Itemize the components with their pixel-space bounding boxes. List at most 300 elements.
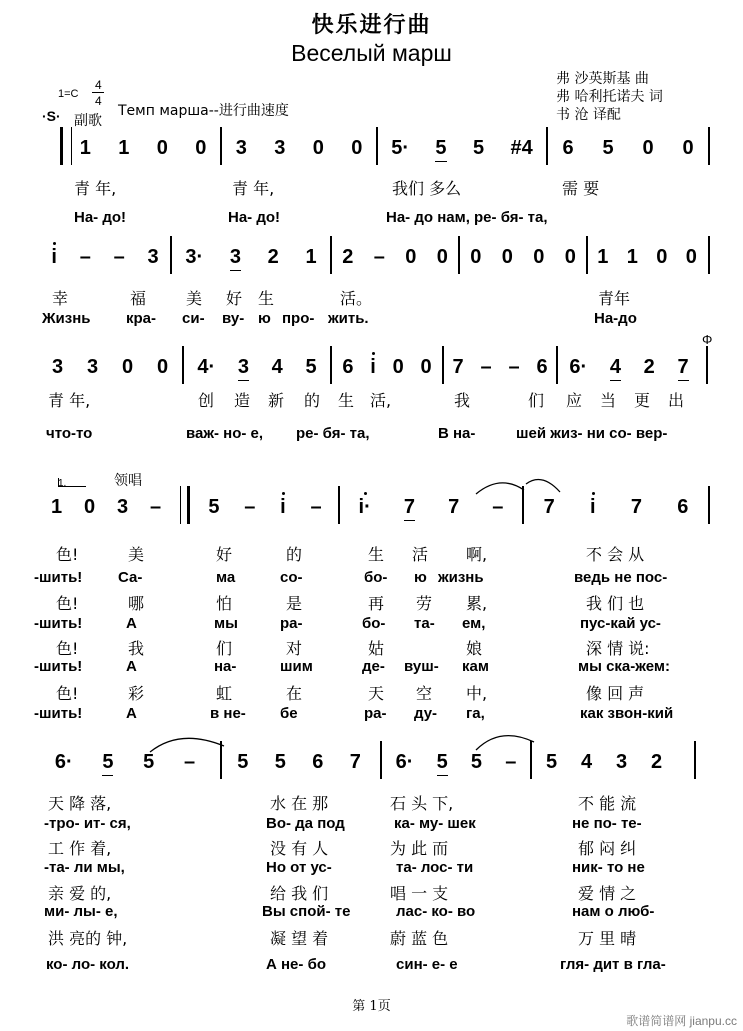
lyric: А xyxy=(126,705,137,722)
lyric: Са- xyxy=(118,569,143,586)
lyric: ю xyxy=(258,310,271,327)
note: 0 xyxy=(121,355,134,378)
measure-16 xyxy=(196,492,334,522)
note: 5 xyxy=(436,750,448,773)
lyric: 给 我 们 xyxy=(270,884,329,903)
note: – xyxy=(113,245,125,268)
lyric: 凝 望 着 xyxy=(270,929,329,948)
note: 4 xyxy=(580,750,593,773)
note: 7 xyxy=(543,495,555,518)
measure-7 xyxy=(332,242,458,272)
lyric: си- xyxy=(182,310,205,327)
lyric: 活 xyxy=(412,545,429,564)
lyric: мы xyxy=(214,615,238,632)
note: 0 xyxy=(195,136,207,159)
lyric: -тро- ит- ся, xyxy=(44,815,131,832)
lyric: -та- ли мы, xyxy=(44,859,125,876)
lyrics-ru-ending-3 xyxy=(0,903,743,925)
lyric: 应 xyxy=(566,391,583,410)
lyrics-zh-verse-4 xyxy=(0,681,743,703)
lyric: 我 xyxy=(454,391,471,410)
lyric: 怕 xyxy=(216,594,233,613)
measure-19 xyxy=(40,747,210,777)
barline xyxy=(220,741,222,779)
lyric: мы ска-жем: xyxy=(578,658,670,675)
lyric: ре- бя- та, xyxy=(296,425,370,442)
measure-22 xyxy=(534,747,674,777)
lyrics-zh-ending-3 xyxy=(0,881,743,903)
lyric: 色! xyxy=(56,639,79,658)
lyric: 更 xyxy=(634,391,651,410)
lyric: как звон-кий xyxy=(580,705,674,722)
lyric: 唱 一 支 xyxy=(390,884,449,903)
lyric: на- xyxy=(214,658,237,675)
note: 3 xyxy=(147,245,159,268)
note: 0 xyxy=(420,355,432,378)
note: i xyxy=(370,355,376,378)
song-title-russian: Веселый марш xyxy=(291,40,452,66)
note: 0 xyxy=(564,245,576,268)
lyric: 蔚 蓝 色 xyxy=(390,929,449,948)
lyric: ка- му- шек xyxy=(394,815,476,832)
lyric: На- до нам, ре- бя- та, xyxy=(386,209,548,226)
lyric: 美 xyxy=(128,545,145,564)
credit-composer: 弗 沙英斯基 曲 xyxy=(556,71,649,87)
note: 3 xyxy=(235,136,247,159)
note: – xyxy=(508,355,520,378)
lyric: 美 xyxy=(186,289,203,308)
lyric: 们 xyxy=(216,639,233,658)
note: 3 xyxy=(86,355,99,378)
volta-bracket-edge xyxy=(58,478,59,487)
lyric: ник- то не xyxy=(572,859,645,876)
note: 4 xyxy=(609,355,621,378)
note: i xyxy=(51,245,57,268)
lyric: 生 xyxy=(338,391,355,410)
note: – xyxy=(492,495,504,518)
note: 7 xyxy=(349,750,361,773)
note: 0 xyxy=(682,136,694,159)
lyric: 没 有 人 xyxy=(270,839,329,858)
notes-system-4 xyxy=(0,492,743,522)
note: 0 xyxy=(351,136,363,159)
note: 0 xyxy=(533,245,545,268)
note: 4· xyxy=(197,355,216,378)
barline xyxy=(338,486,340,524)
double-barline xyxy=(180,486,190,524)
lyric: 福 xyxy=(130,289,147,308)
barline xyxy=(182,346,184,384)
note: 3 xyxy=(274,136,286,159)
lyric: 幸 xyxy=(52,289,69,308)
lyric: В на- xyxy=(438,425,476,442)
lyric: 不 能 流 xyxy=(578,794,637,813)
lyric: 青 年, xyxy=(74,179,117,198)
lyric: вуш- xyxy=(404,658,439,675)
lyric: 的 xyxy=(286,545,303,564)
note: 5 xyxy=(102,750,114,773)
lead-vocal-label: 领唱 xyxy=(114,473,142,489)
lyric: Но от ус- xyxy=(266,859,332,876)
lyric: га, xyxy=(466,705,485,722)
note: 5 xyxy=(470,750,483,773)
barline xyxy=(330,346,332,384)
note: – xyxy=(480,355,492,378)
lyric: 当 xyxy=(600,391,617,410)
lyric: 新 xyxy=(268,391,285,410)
note: 3 xyxy=(229,245,241,268)
lyrics-ru-verse-3 xyxy=(0,658,743,680)
note: – xyxy=(184,750,196,773)
note: 6· xyxy=(569,355,588,378)
lyric: кам xyxy=(462,658,489,675)
lyric: 我 xyxy=(128,639,145,658)
lyric: 石 头 下, xyxy=(390,794,454,813)
coda-sign: Φ xyxy=(702,332,713,347)
lyric: На- до! xyxy=(228,209,281,226)
note: – xyxy=(373,245,385,268)
lyric: шей жиз- ни со- вер- xyxy=(516,425,668,442)
note: 6 xyxy=(312,750,324,773)
note: – xyxy=(79,245,91,268)
lyrics-ru-ending-4 xyxy=(0,956,743,978)
note: 1 xyxy=(50,495,63,518)
lyric: со- xyxy=(280,569,303,586)
note: 5 xyxy=(274,750,286,773)
lyric: бо- xyxy=(362,615,386,632)
measure-15 xyxy=(40,492,172,522)
lyric: 在 xyxy=(286,684,303,703)
lyric: 工 作 着, xyxy=(48,839,112,858)
lyric: 中, xyxy=(466,684,488,703)
note: – xyxy=(310,495,322,518)
lyric: 亲 爱 的, xyxy=(48,884,112,903)
note: 1 xyxy=(118,136,130,159)
lyric: 深 情 说: xyxy=(586,639,650,658)
note: 0 xyxy=(83,495,96,518)
lyrics-ru-system-1 xyxy=(0,209,743,231)
lyric: На-до xyxy=(594,310,637,327)
lyric: та- лос- ти xyxy=(396,859,474,876)
lyrics-ru-verse-4 xyxy=(0,705,743,727)
measure-8 xyxy=(460,242,586,272)
lyric: важ- но- е, xyxy=(186,425,264,442)
lyric: 天 降 落, xyxy=(48,794,112,813)
note: 5 xyxy=(143,750,155,773)
lyric: 青 年, xyxy=(48,391,91,410)
measure-9 xyxy=(588,242,706,272)
lyrics-zh-system-1 xyxy=(0,176,743,198)
lyric: 青年 xyxy=(598,289,631,308)
lyric: -шить! xyxy=(34,705,83,722)
lyric: 青 年, xyxy=(232,179,275,198)
lyric: бе xyxy=(280,705,298,722)
lyric: 生 xyxy=(368,545,385,564)
lyric: шим xyxy=(280,658,313,675)
lyric: 我们 多么 xyxy=(392,179,462,198)
lyric: жизнь xyxy=(438,569,484,586)
note: 6 xyxy=(536,355,548,378)
lyric: нам о люб- xyxy=(572,903,655,920)
barline xyxy=(708,486,710,524)
lyric: Жизнь xyxy=(42,310,91,327)
note: 1 xyxy=(305,245,317,268)
lyric: 活, xyxy=(370,391,392,410)
note: i· xyxy=(358,495,371,518)
measure-18 xyxy=(526,492,706,522)
note: 2 xyxy=(650,750,663,773)
note: 5 xyxy=(545,750,558,773)
lyric: 是 xyxy=(286,594,303,613)
note: 5 xyxy=(435,136,447,159)
key-signature: 1=C xyxy=(58,88,79,100)
measure-3 xyxy=(378,133,546,163)
lyrics-zh-system-2 xyxy=(0,286,743,308)
lyric: А не- бо xyxy=(266,956,326,973)
note: 0 xyxy=(156,355,169,378)
note: 4 xyxy=(271,355,283,378)
lyric: 累, xyxy=(466,594,488,613)
song-title-chinese: 快乐进行曲 xyxy=(311,13,432,38)
measure-14 xyxy=(558,352,700,382)
note: #4 xyxy=(510,136,533,159)
lyrics-zh-ending-2 xyxy=(0,836,743,858)
time-signature-top: 4 xyxy=(95,78,102,92)
note: 6· xyxy=(54,750,73,773)
note: – xyxy=(244,495,256,518)
barline xyxy=(706,346,708,384)
note: 7 xyxy=(677,355,689,378)
lyric: А xyxy=(126,615,137,632)
notes-system-3 xyxy=(0,332,743,382)
lyrics-zh-verse-2 xyxy=(0,591,743,613)
lyric: 创 xyxy=(198,391,215,410)
lyric: 娘 xyxy=(466,639,483,658)
lyric: в не- xyxy=(210,705,246,722)
lyrics-zh-verse-1 xyxy=(0,542,743,564)
lyric: лас- ко- во xyxy=(396,903,476,920)
lyric: 爱 情 之 xyxy=(578,884,637,903)
lyric: -шить! xyxy=(34,615,83,632)
lyric: 的 xyxy=(304,391,321,410)
note: 7 xyxy=(452,355,464,378)
volta-1-label: 1. xyxy=(58,478,67,489)
lyric: ма xyxy=(216,569,236,586)
lyric: ведь не пос- xyxy=(574,569,668,586)
note: 2 xyxy=(267,245,279,268)
measure-2 xyxy=(222,133,376,163)
lyric: 色! xyxy=(56,545,79,564)
lyric: -шить! xyxy=(34,569,83,586)
measure-4 xyxy=(548,133,708,163)
note: i xyxy=(590,495,596,518)
lyric: не по- те- xyxy=(572,815,642,832)
note: 0 xyxy=(312,136,324,159)
lyrics-ru-verse-2 xyxy=(0,615,743,637)
lyric: Вы спой- те xyxy=(262,903,351,920)
time-signature-line xyxy=(92,92,104,93)
lyric: Во- да под xyxy=(266,815,345,832)
lyric: 啊, xyxy=(466,545,488,564)
note: 1 xyxy=(626,245,638,268)
measure-17 xyxy=(342,492,520,522)
note: 0 xyxy=(436,245,448,268)
lyric: кра- xyxy=(126,310,157,327)
lyric: ко- ло- кол. xyxy=(46,956,130,973)
lyric: 们 xyxy=(528,391,545,410)
lyric: 需 要 xyxy=(562,179,600,198)
note: 0 xyxy=(656,245,668,268)
lyrics-ru-verse-1 xyxy=(0,569,743,591)
note: 2 xyxy=(643,355,655,378)
watermark: 歌谱简谱网 jianpu.cc xyxy=(626,1014,737,1028)
lyric: ра- xyxy=(364,705,387,722)
lyric: А xyxy=(126,658,137,675)
note: 5· xyxy=(391,136,409,159)
note: 0 xyxy=(642,136,654,159)
credit-lyricist: 弗 哈利托诺夫 词 xyxy=(556,89,663,105)
note: 7 xyxy=(448,495,460,518)
lyric: 活。 xyxy=(340,289,373,308)
lyric: 郁 闷 纠 xyxy=(578,839,637,858)
lyrics-zh-ending-4 xyxy=(0,926,743,948)
lyric: 像 回 声 xyxy=(586,684,645,703)
note: 1 xyxy=(597,245,609,268)
lyric: -шить! xyxy=(34,658,83,675)
lyrics-ru-ending-1 xyxy=(0,815,743,837)
note: 0 xyxy=(405,245,417,268)
note: 7 xyxy=(403,495,415,518)
note: 0 xyxy=(156,136,168,159)
barline xyxy=(694,741,696,779)
lyric: 对 xyxy=(286,639,303,658)
note: 5 xyxy=(237,750,249,773)
note: 6 xyxy=(342,355,354,378)
note: 3 xyxy=(51,355,64,378)
note: – xyxy=(505,750,517,773)
measure-5 xyxy=(40,242,170,272)
lyric: 姑 xyxy=(368,639,385,658)
lyrics-zh-system-3 xyxy=(0,388,743,410)
note: 0 xyxy=(685,245,697,268)
lyrics-ru-system-3 xyxy=(0,425,743,447)
lyric: 不 会 从 xyxy=(586,545,645,564)
lyric: 虹 xyxy=(216,684,233,703)
note: 0 xyxy=(470,245,482,268)
lyric: 好 xyxy=(226,289,243,308)
time-signature-bottom: 4 xyxy=(95,94,102,108)
lyric: 洪 亮的 钟, xyxy=(48,929,128,948)
note: i xyxy=(280,495,286,518)
lyric: 色! xyxy=(56,594,79,613)
lyric: 色! xyxy=(56,684,79,703)
barline xyxy=(530,741,532,779)
note: – xyxy=(149,495,162,518)
measure-13 xyxy=(444,352,556,382)
lyric: 水 在 那 xyxy=(270,794,329,813)
lyric: ми- лы- е, xyxy=(44,903,118,920)
lyric: ем, xyxy=(462,615,486,632)
note: 5 xyxy=(305,355,317,378)
measure-20 xyxy=(224,747,374,777)
lyric: 哪 xyxy=(128,594,145,613)
credit-translator: 书 沧 译配 xyxy=(556,107,621,123)
lyrics-zh-verse-3 xyxy=(0,636,743,658)
note: 6 xyxy=(677,495,689,518)
lyric: 劳 xyxy=(416,594,433,613)
lyric: 为 此 而 xyxy=(390,839,449,858)
lyric: 彩 xyxy=(128,684,145,703)
lyric: 我 们 也 xyxy=(586,594,645,613)
note: 3 xyxy=(237,355,249,378)
lyric: 生 xyxy=(258,289,275,308)
lyric: 空 xyxy=(416,684,433,703)
note: 0 xyxy=(392,355,404,378)
lyric: про- xyxy=(282,310,315,327)
note: 3 xyxy=(615,750,628,773)
note: 3 xyxy=(116,495,129,518)
page-number: 第 1页 xyxy=(352,999,391,1014)
lyric: бо- xyxy=(364,569,388,586)
lyric: На- до! xyxy=(74,209,127,226)
volta-bracket xyxy=(58,486,86,487)
lyric: пус-кай ус- xyxy=(580,615,661,632)
barline xyxy=(522,486,524,524)
lyric: син- е- е xyxy=(396,956,458,973)
lyric: 天 xyxy=(368,684,385,703)
measure-11 xyxy=(186,352,328,382)
lyric: 万 里 晴 xyxy=(578,929,637,948)
lyric: 再 xyxy=(368,594,385,613)
tempo-marking: Темп марша--进行曲速度 xyxy=(118,103,289,119)
notes-system-5 xyxy=(0,747,743,777)
lyric: что-то xyxy=(46,425,93,442)
lyric: та- xyxy=(414,615,435,632)
note: 6· xyxy=(395,750,414,773)
lyrics-zh-ending-1 xyxy=(0,791,743,813)
measure-10 xyxy=(40,352,180,382)
note: 6 xyxy=(562,136,574,159)
chorus-label: 副歌 xyxy=(74,113,102,129)
lyric: гля- дит в гла- xyxy=(560,956,666,973)
barline xyxy=(708,127,710,165)
lyric: ву- xyxy=(222,310,245,327)
measure-12 xyxy=(334,352,440,382)
lyric: 出 xyxy=(668,391,685,410)
note: 5 xyxy=(472,136,485,159)
lyric: 好 xyxy=(216,545,233,564)
lyric: жить. xyxy=(328,310,369,327)
lyric: де- xyxy=(362,658,385,675)
note: 7 xyxy=(630,495,642,518)
lyrics-ru-ending-2 xyxy=(0,859,743,881)
barline xyxy=(380,741,382,779)
note: 0 xyxy=(501,245,513,268)
segno-sign: ·S· xyxy=(42,108,61,124)
barline xyxy=(708,236,710,274)
notes-system-2 xyxy=(0,242,743,272)
notes-system-1 xyxy=(0,133,743,163)
note: 5 xyxy=(208,495,220,518)
note: 3· xyxy=(185,245,204,268)
note: 5 xyxy=(602,136,614,159)
lyric: 造 xyxy=(234,391,251,410)
note: 1 xyxy=(79,136,91,159)
lyric: ду- xyxy=(414,705,438,722)
lyric: ра- xyxy=(280,615,303,632)
note: 2 xyxy=(342,245,354,268)
measure-6 xyxy=(172,242,330,272)
